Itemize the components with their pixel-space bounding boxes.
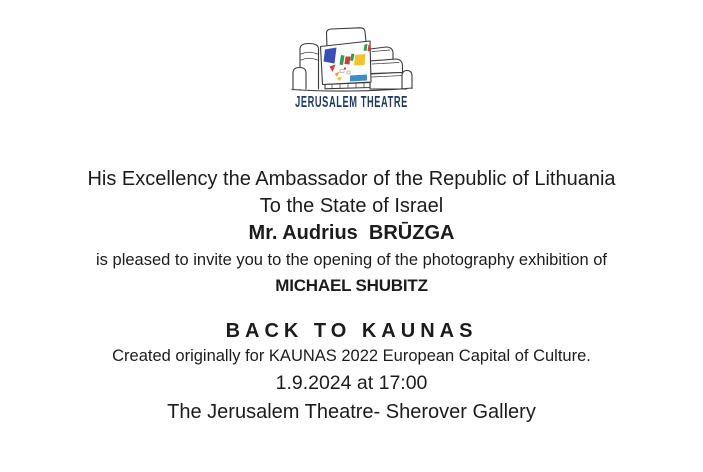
- honorific-line: His Excellency the Ambassador of the Republic of Lithuania: [87, 168, 616, 190]
- origin-note: Created originally for KAUNAS 2022 European Capital of Culture.: [112, 347, 591, 365]
- building-left-pillar: [293, 68, 306, 90]
- building-right-band: [370, 47, 393, 61]
- mosaic-piece-lightblue-bar: [350, 75, 367, 82]
- mosaic-piece-yellow-rect: [354, 54, 366, 66]
- mosaic-piece-blue: [323, 48, 336, 64]
- building-right-band: [370, 59, 403, 74]
- artist-name: MICHAEL SHUBITZ: [275, 276, 428, 295]
- jerusalem-theatre-logo: [0, 0, 703, 112]
- mosaic-piece-red-square: [344, 57, 350, 65]
- building-right-band: [370, 73, 407, 90]
- jerusalem-theatre-building-icon: [290, 27, 414, 93]
- jerusalem-theatre-wordmark: JERUSALEM THEATRE: [295, 94, 408, 111]
- ambassador-name: Mr. Audrius BRŪZGA: [248, 222, 455, 244]
- mosaic-piece-red-dot: [344, 68, 346, 70]
- venue-line: The Jerusalem Theatre- Sherover Gallery: [167, 401, 536, 423]
- exhibition-title: BACK TO KAUNAS: [225, 320, 478, 342]
- invite-line: is pleased to invite you to the opening of the photography exhibition of: [96, 251, 607, 269]
- event-date-time: 1.9.2024 at 17:00: [275, 372, 428, 394]
- state-line: To the State of Israel: [259, 195, 444, 217]
- invitation-text-block: [0, 165, 703, 427]
- building-right-pillar: [402, 71, 412, 90]
